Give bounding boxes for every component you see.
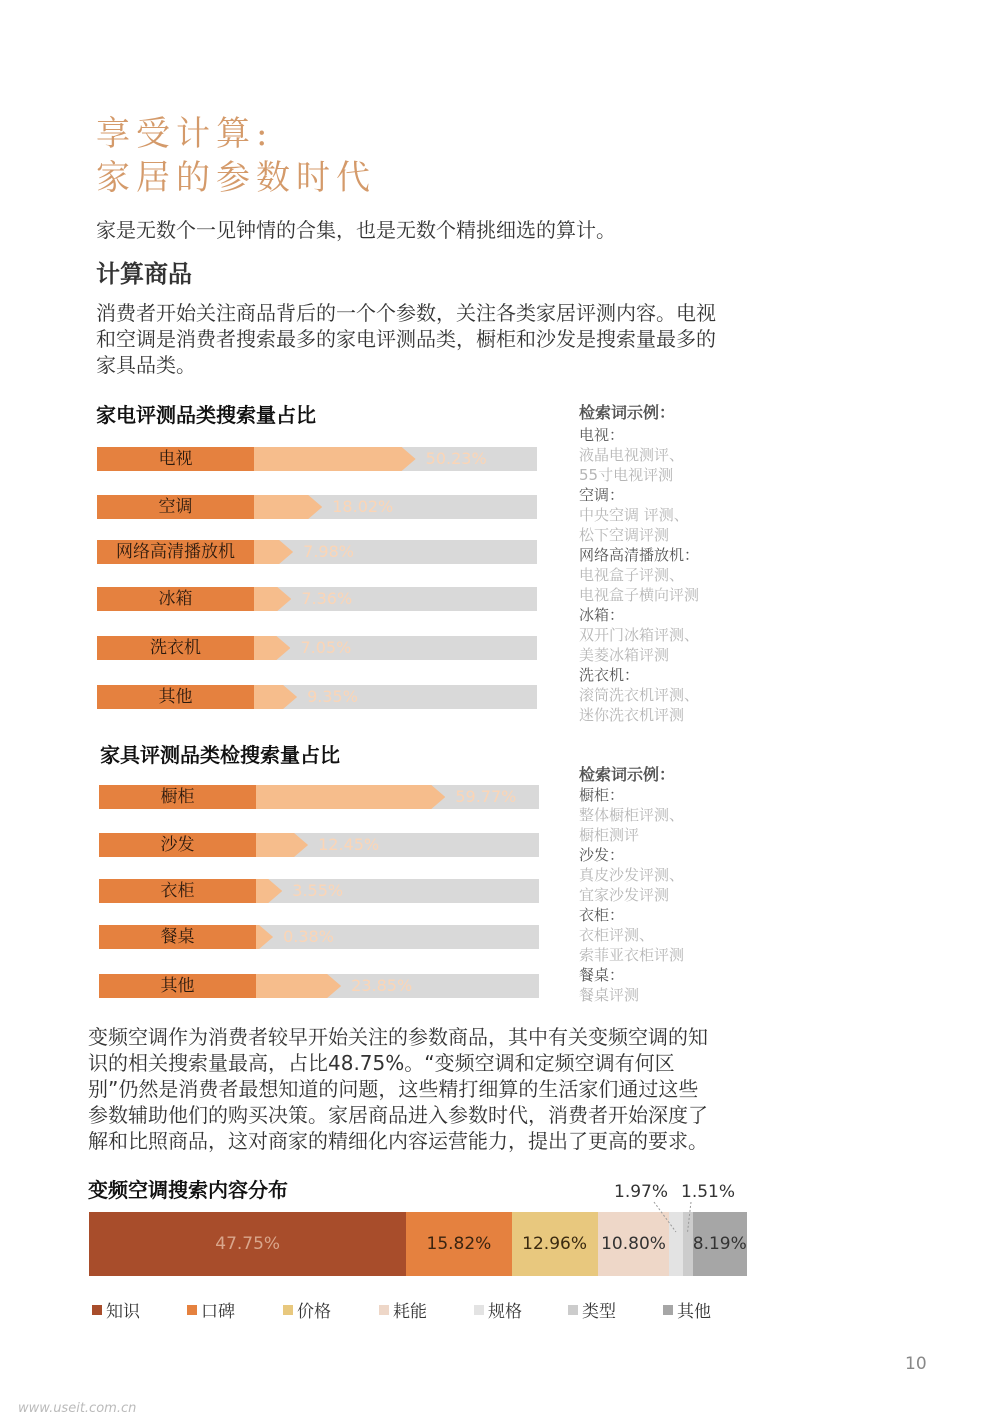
search-term-example: 美菱冰箱评测: [579, 646, 670, 664]
search-term-category: 橱柜：: [579, 786, 625, 804]
search-term-example: 电视盒子评测、: [579, 566, 685, 584]
bar-value-label: 12.45%: [318, 835, 380, 854]
search-terms-title: 检索词示例：: [579, 403, 676, 422]
stack-value-label: 47.75%: [215, 1234, 281, 1254]
search-term-example: 电视盒子横向评测: [579, 586, 700, 604]
search-term-example: 宜家沙发评测: [579, 886, 670, 904]
chart2-title: 家具评测品类检搜索量占比: [100, 743, 340, 767]
legend-item: [663, 1297, 711, 1322]
search-term-category: 电视：: [579, 426, 625, 444]
bar-category-label: 空调: [97, 495, 254, 519]
paragraph-line: 家具品类。: [96, 353, 196, 377]
stack-value-label: 1.51%: [681, 1182, 736, 1202]
search-term-example: 餐桌评测: [579, 986, 640, 1004]
bar-category-label: 衣柜: [99, 879, 256, 903]
search-term-category: 餐桌：: [579, 966, 625, 984]
page-title-line1: 享受计算:: [96, 114, 274, 154]
search-term-example: 液晶电视测评、: [579, 446, 685, 464]
legend-label: 知识: [106, 1302, 140, 1322]
legend-item: [474, 1297, 522, 1322]
intro-text: 家是无数个一见钟情的合集，也是无数个精挑细选的算计。: [96, 218, 616, 242]
search-terms-title: 检索词示例：: [579, 765, 676, 784]
bar-category-label: 沙发: [99, 833, 256, 857]
legend-label: 口碑: [201, 1302, 235, 1322]
legend-label: 类型: [582, 1302, 616, 1322]
chart3-legend: [92, 1297, 792, 1321]
legend-swatch: [283, 1305, 293, 1315]
bar-category-label: 餐桌: [99, 925, 256, 949]
search-term-example: 衣柜评测、: [579, 926, 655, 944]
search-term-example: 真皮沙发评测、: [579, 866, 685, 884]
bar-value-label: 0.38%: [283, 927, 334, 946]
search-term-example: 整体橱柜评测、: [579, 806, 685, 824]
search-term-example: 55寸电视评测: [579, 466, 674, 484]
legend-label: 价格: [297, 1302, 331, 1322]
leader-line: [654, 1202, 676, 1232]
legend-swatch: [187, 1305, 197, 1315]
bar-value-label: 7.05%: [300, 638, 352, 657]
search-term-category: 沙发：: [579, 846, 625, 864]
search-term-example: 索菲亚衣柜评测: [579, 946, 685, 964]
stack-value-label: 1.97%: [614, 1182, 669, 1202]
search-term-category: 洗衣机：: [579, 666, 640, 684]
legend-item: [92, 1297, 140, 1322]
legend-item: [568, 1297, 616, 1322]
stack-value-label: 15.82%: [426, 1234, 492, 1254]
chart1-title: 家电评测品类搜索量占比: [96, 403, 316, 427]
chart3-title: 变频空调搜索内容分布: [88, 1178, 288, 1202]
bar-value-label: 9.35%: [307, 687, 358, 706]
watermark: www.useit.com.cn: [18, 1401, 137, 1416]
legend-swatch: [92, 1305, 102, 1315]
search-term-category: 空调：: [579, 486, 625, 504]
bar-category-label: 其他: [99, 974, 256, 998]
search-term-example: 橱柜测评: [579, 826, 640, 844]
legend-label: 规格: [488, 1302, 522, 1322]
section-heading: 计算商品: [96, 260, 192, 288]
bar-category-label: 其他: [97, 685, 254, 709]
bar-value-label: 18.02%: [332, 497, 394, 516]
legend-item: [283, 1297, 331, 1322]
leader-line: [688, 1202, 691, 1232]
bar-category-label: 冰箱: [97, 587, 254, 611]
bar-value-label: 59.77%: [455, 787, 517, 806]
paragraph-line: 参数辅助他们的购买决策。家居商品进入参数时代，消费者开始深度了: [88, 1103, 708, 1127]
legend-item: [187, 1297, 235, 1322]
bar-value-label: 23.85%: [351, 976, 413, 995]
paragraph-line: 和空调是消费者搜索最多的家电评测品类，橱柜和沙发是搜索量最多的: [96, 327, 716, 351]
paragraph-line: 解和比照商品，这对商家的精细化内容运营能力，提出了更高的要求。: [88, 1129, 708, 1153]
bar-category-label: 网络高清播放机: [97, 540, 254, 564]
bar-value-label: 50.23%: [425, 449, 487, 468]
page-number: 10: [905, 1354, 927, 1374]
bar-value-label: 7.98%: [303, 542, 354, 561]
paragraph-line: 消费者开始关注商品背后的一个个参数，关注各类家居评测内容。电视: [96, 301, 716, 325]
search-term-example: 双开门冰箱评测、: [579, 626, 700, 644]
search-term-category: 网络高清播放机：: [579, 546, 700, 564]
search-term-example: 迷你洗衣机评测: [579, 706, 685, 724]
legend-swatch: [379, 1305, 389, 1315]
bar-category-label: 橱柜: [99, 785, 256, 809]
search-term-example: 中央空调 评测、: [579, 506, 689, 524]
stack-value-label: 10.80%: [601, 1234, 666, 1254]
legend-swatch: [663, 1305, 673, 1315]
paragraph-line: 识的相关搜索量最高，占比48.75%。“变频空调和定频空调有何区: [88, 1051, 675, 1075]
legend-swatch: [568, 1305, 578, 1315]
paragraph-line: 别”仍然是消费者最想知道的问题，这些精打细算的生活家们通过这些: [88, 1077, 699, 1101]
legend-item: [379, 1297, 427, 1322]
search-term-category: 衣柜：: [579, 906, 625, 924]
search-term-example: 滚筒洗衣机评测、: [579, 686, 700, 704]
search-term-example: 松下空调评测: [579, 526, 670, 544]
stack-value-label: 12.96%: [522, 1234, 587, 1254]
legend-swatch: [474, 1305, 484, 1315]
stack-value-label: 8.19%: [692, 1234, 747, 1254]
bar-category-label: 洗衣机: [97, 636, 254, 660]
bar-value-label: 3.55%: [292, 881, 344, 900]
paragraph-line: 变频空调作为消费者较早开始关注的参数商品，其中有关变频空调的知: [88, 1025, 708, 1049]
bar-value-label: 7.36%: [301, 589, 353, 608]
page-title-line2: 家居的参数时代: [96, 158, 376, 198]
bar-category-label: 电视: [97, 447, 254, 471]
legend-label: 其他: [677, 1302, 711, 1322]
search-term-category: 冰箱：: [579, 606, 625, 624]
legend-label: 耗能: [393, 1302, 427, 1322]
